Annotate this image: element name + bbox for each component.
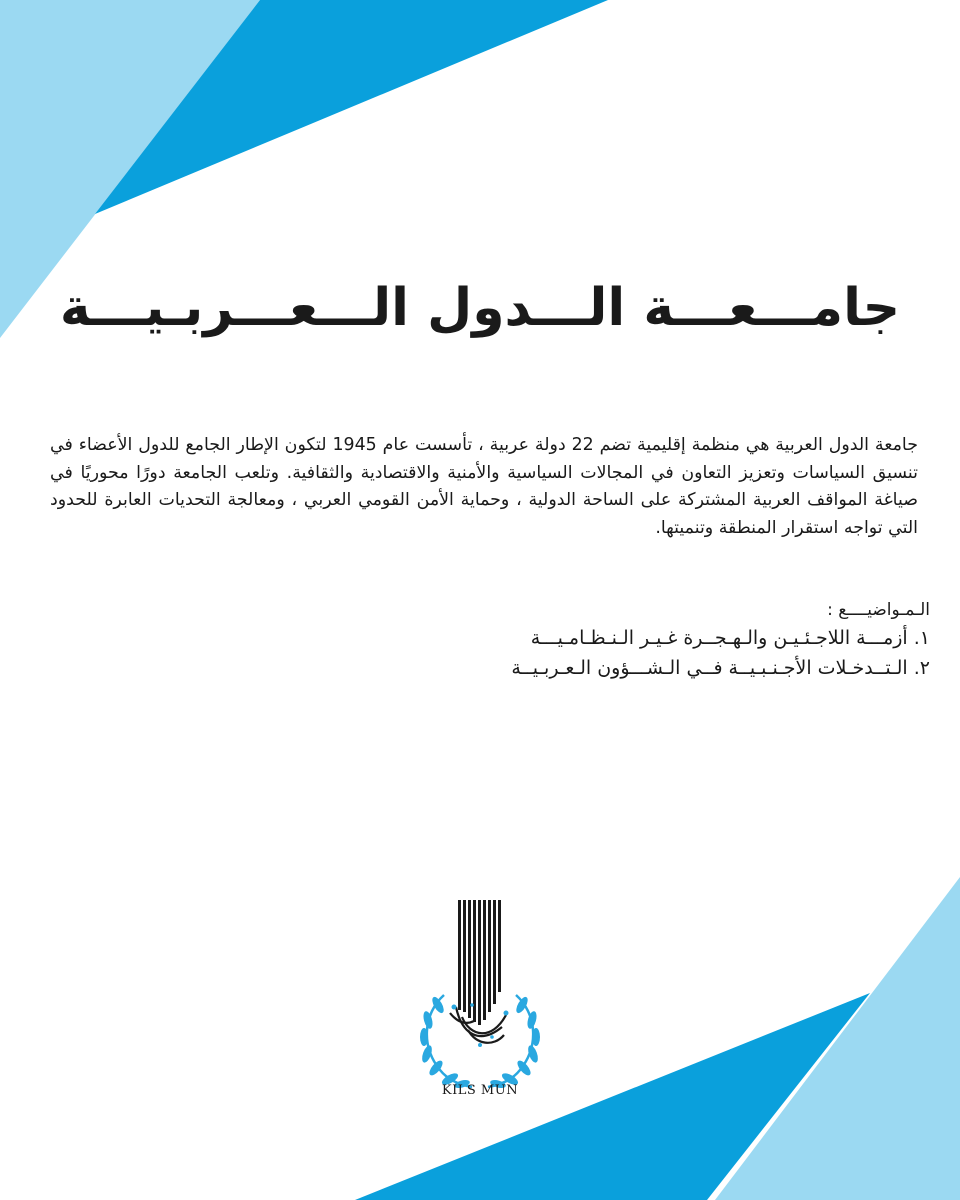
calligraphy-pillars (458, 900, 501, 1025)
topics-heading: الـمـواضيــــع : (827, 600, 930, 620)
logo-caption: KILS MUN (441, 1083, 519, 1098)
kils-mun-logo (410, 895, 550, 1115)
bottom-right-light-shape (715, 877, 960, 1200)
page-title: جامـــعـــة الـــدول الـــعـــربـيـــة (59, 278, 901, 338)
topics-section (400, 597, 930, 683)
intro-paragraph: جامعة الدول العربية هي منظمة إقليمية تضم 22 دولة عربية ، تأسست عام 1945 لتكون الإطار الجامع للدول الأعضاء في تنسيق السياسات وتعزيز التعاون في المجالات السياسية والأمنية والاقتصادية والثقافية. وتلعب الجامعة دورًا محوريًا في صياغة المواقف العربية المشتركة على الساحة الدولية ، وحماية الأمن القومي العربي ، ومعالجة التحديات العابرة للحدود التي تواجه استقرار المنطقة وتنميتها. (50, 435, 918, 538)
topics-list (400, 623, 930, 683)
topic-item-2: ٢. الـتــدخـلات الأجـنـبـيــة فــي الـشـــؤون الـعـربـيــة (511, 657, 930, 679)
topic-item-1: ١. أزمـــة اللاجـئـيـن والـهـجــرة غـيـر الـنـظـامـيـــة (530, 627, 930, 649)
